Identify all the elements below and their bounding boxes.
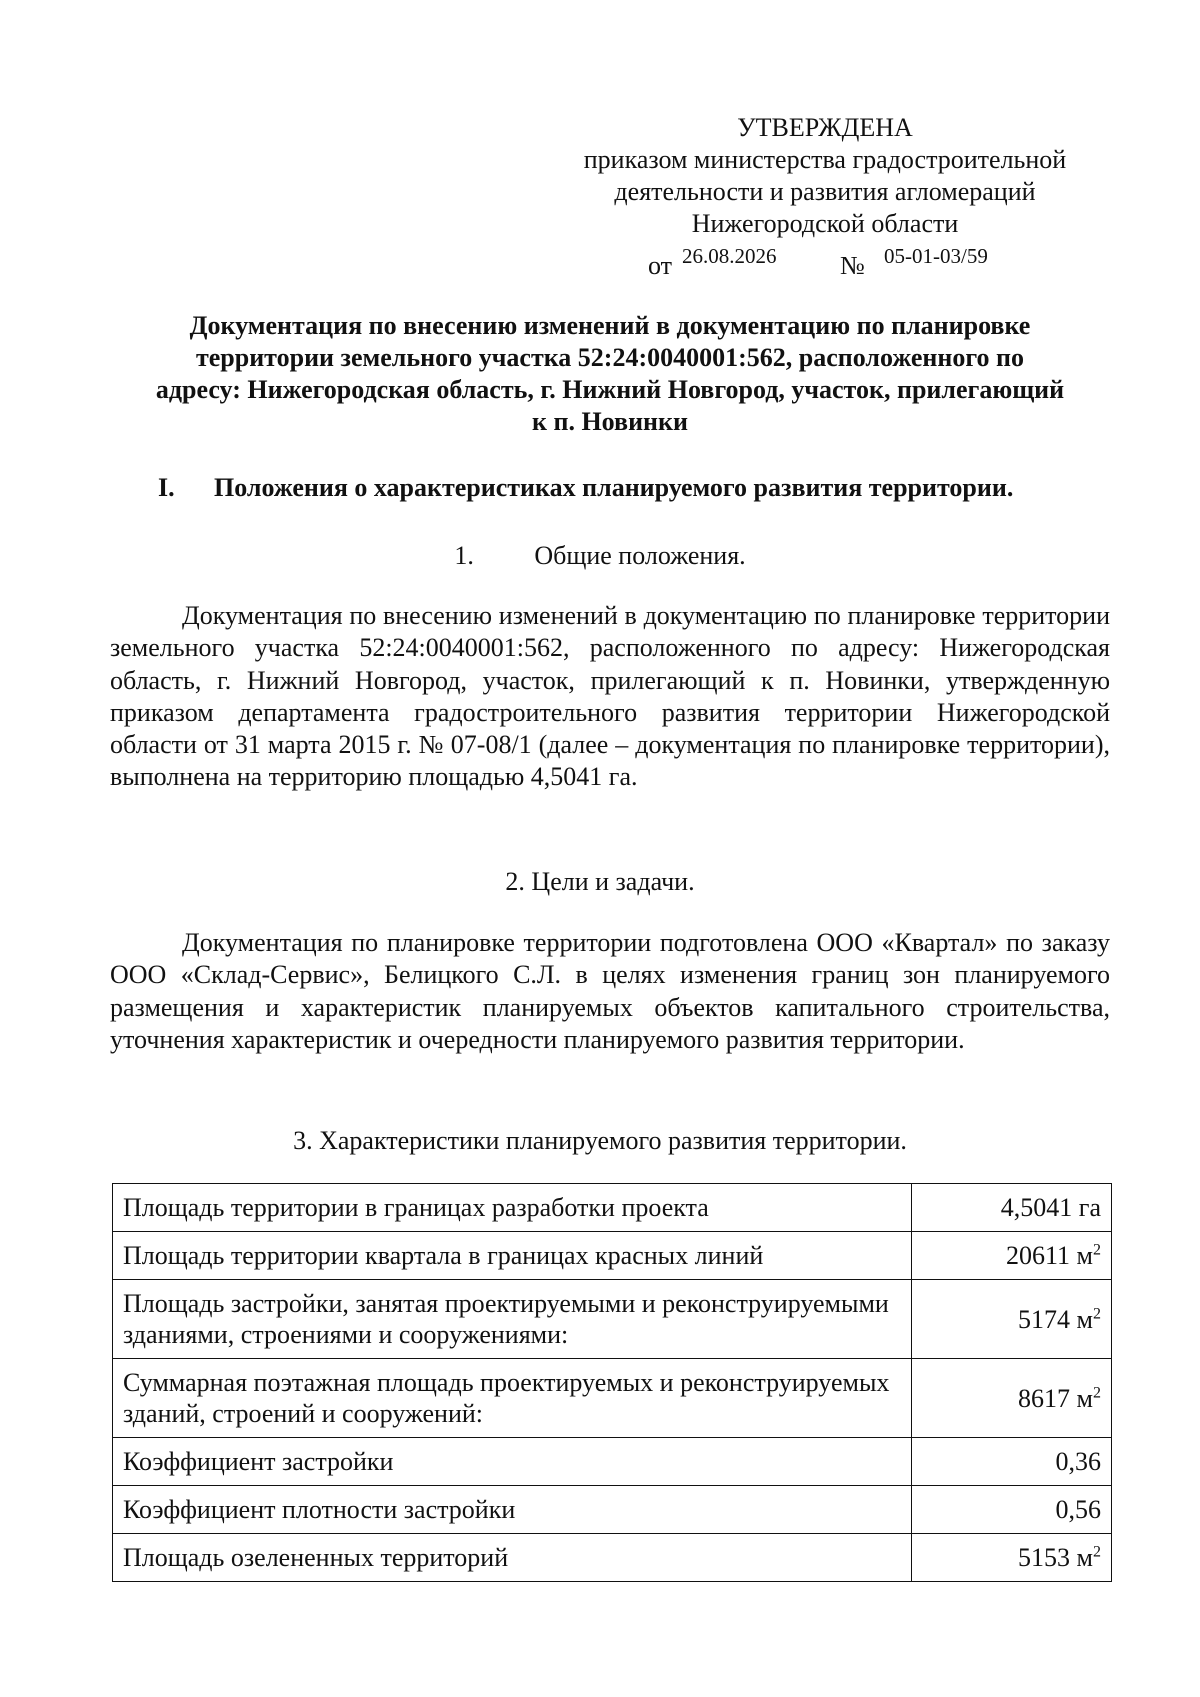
table-cell-label: Коэффициент плотности застройки: [113, 1486, 912, 1534]
characteristics-table: [112, 1183, 1112, 1582]
approval-date: 26.08.2026: [682, 244, 777, 268]
table-cell-label: Коэффициент застройки: [113, 1438, 912, 1486]
subsection-number: 1.: [454, 541, 474, 570]
title-line-4: к п. Новинки: [532, 407, 688, 436]
table-row: [113, 1486, 1112, 1534]
number-prefix: №: [840, 251, 865, 280]
subsection-heading-characteristics: 3. Характеристики планируемого развития территории.: [293, 1126, 907, 1155]
table-cell-value: 4,5041 га: [912, 1184, 1112, 1232]
document-title: [110, 310, 1110, 438]
table-cell-label: Суммарная поэтажная площадь проектируемых и реконструируемых зданий, строений и сооружений:: [113, 1359, 912, 1438]
table-row: [113, 1232, 1112, 1280]
table-cell-label: Площадь застройки, занятая проектируемыми и реконструируемыми зданиями, строениями и сооружениями:: [113, 1280, 912, 1359]
table-cell-value: 5153 $м^2$: [912, 1534, 1112, 1582]
title-line-2: территории земельного участка 52:24:0040001:562, расположенного по: [195, 343, 1025, 372]
table-cell-value: 8617 $м^2$: [912, 1359, 1112, 1438]
section-number: I.: [158, 473, 175, 502]
approval-line-1: приказом министерства градостроительной: [583, 145, 1067, 174]
date-prefix: от: [648, 251, 673, 280]
title-line-3: адресу: Нижегородская область, г. Нижний Новгород, участок, прилегающий: [155, 375, 1065, 404]
table-row: [113, 1184, 1112, 1232]
title-line-1: Документация по внесению изменений в документацию по планировке: [189, 311, 1031, 340]
subsection-title: Общие положения.: [534, 541, 746, 570]
approval-date-line: [560, 240, 1090, 280]
table-row: [113, 1359, 1112, 1438]
table-cell-label: Площадь озелененных территорий: [113, 1534, 912, 1582]
table-row: [113, 1534, 1112, 1582]
table-cell-value: 0,36: [912, 1438, 1112, 1486]
subsection-heading-general: [0, 540, 1200, 572]
table-cell-value: 20611 $м^2$: [912, 1232, 1112, 1280]
approval-number: 05-01-03/59: [884, 244, 988, 268]
paragraph-goals: Документация по планировке территории подготовлена ООО «Квартал» по заказу ООО «Склад-Сервис», Белицкого С.Л. в целях изменения границ зон планируемого размещения и характеристик планируемых объектов капитального строительства, уточнения характеристик и очередности планируемого развития территории.: [110, 928, 1110, 1054]
paragraph-general: Документация по внесению изменений в документацию по планировке территории земельного участка 52:24:0040001:562, расположенного по адресу: Нижегородская область, г. Нижний Новгород, участок, прилегающий к п. Новинки, утвержденную приказом департамента градостроительного развития территории Нижегородской области от 31 марта 2015 г. № 07-08/1 (далее – документация по планировке территории), выполнена на территорию площадью 4,5041 га.: [110, 601, 1110, 792]
approval-heading: УТВЕРЖДЕНА: [737, 113, 913, 142]
table-row: [113, 1438, 1112, 1486]
section-title: Положения о характеристиках планируемого развития территории.: [214, 473, 1014, 502]
approval-line-2: деятельности и развития агломераций: [614, 177, 1036, 206]
table-cell-value: 5174 $м^2$: [912, 1280, 1112, 1359]
table-cell-label: Площадь территории квартала в границах красных линий: [113, 1232, 912, 1280]
section-heading: [158, 472, 1118, 504]
approval-stamp: [560, 112, 1090, 280]
table-cell-label: Площадь территории в границах разработки проекта: [113, 1184, 912, 1232]
table-cell-value: 0,56: [912, 1486, 1112, 1534]
approval-line-3: Нижегородской области: [691, 209, 959, 238]
table-row: [113, 1280, 1112, 1359]
subsection-heading-goals: 2. Цели и задачи.: [505, 867, 695, 896]
